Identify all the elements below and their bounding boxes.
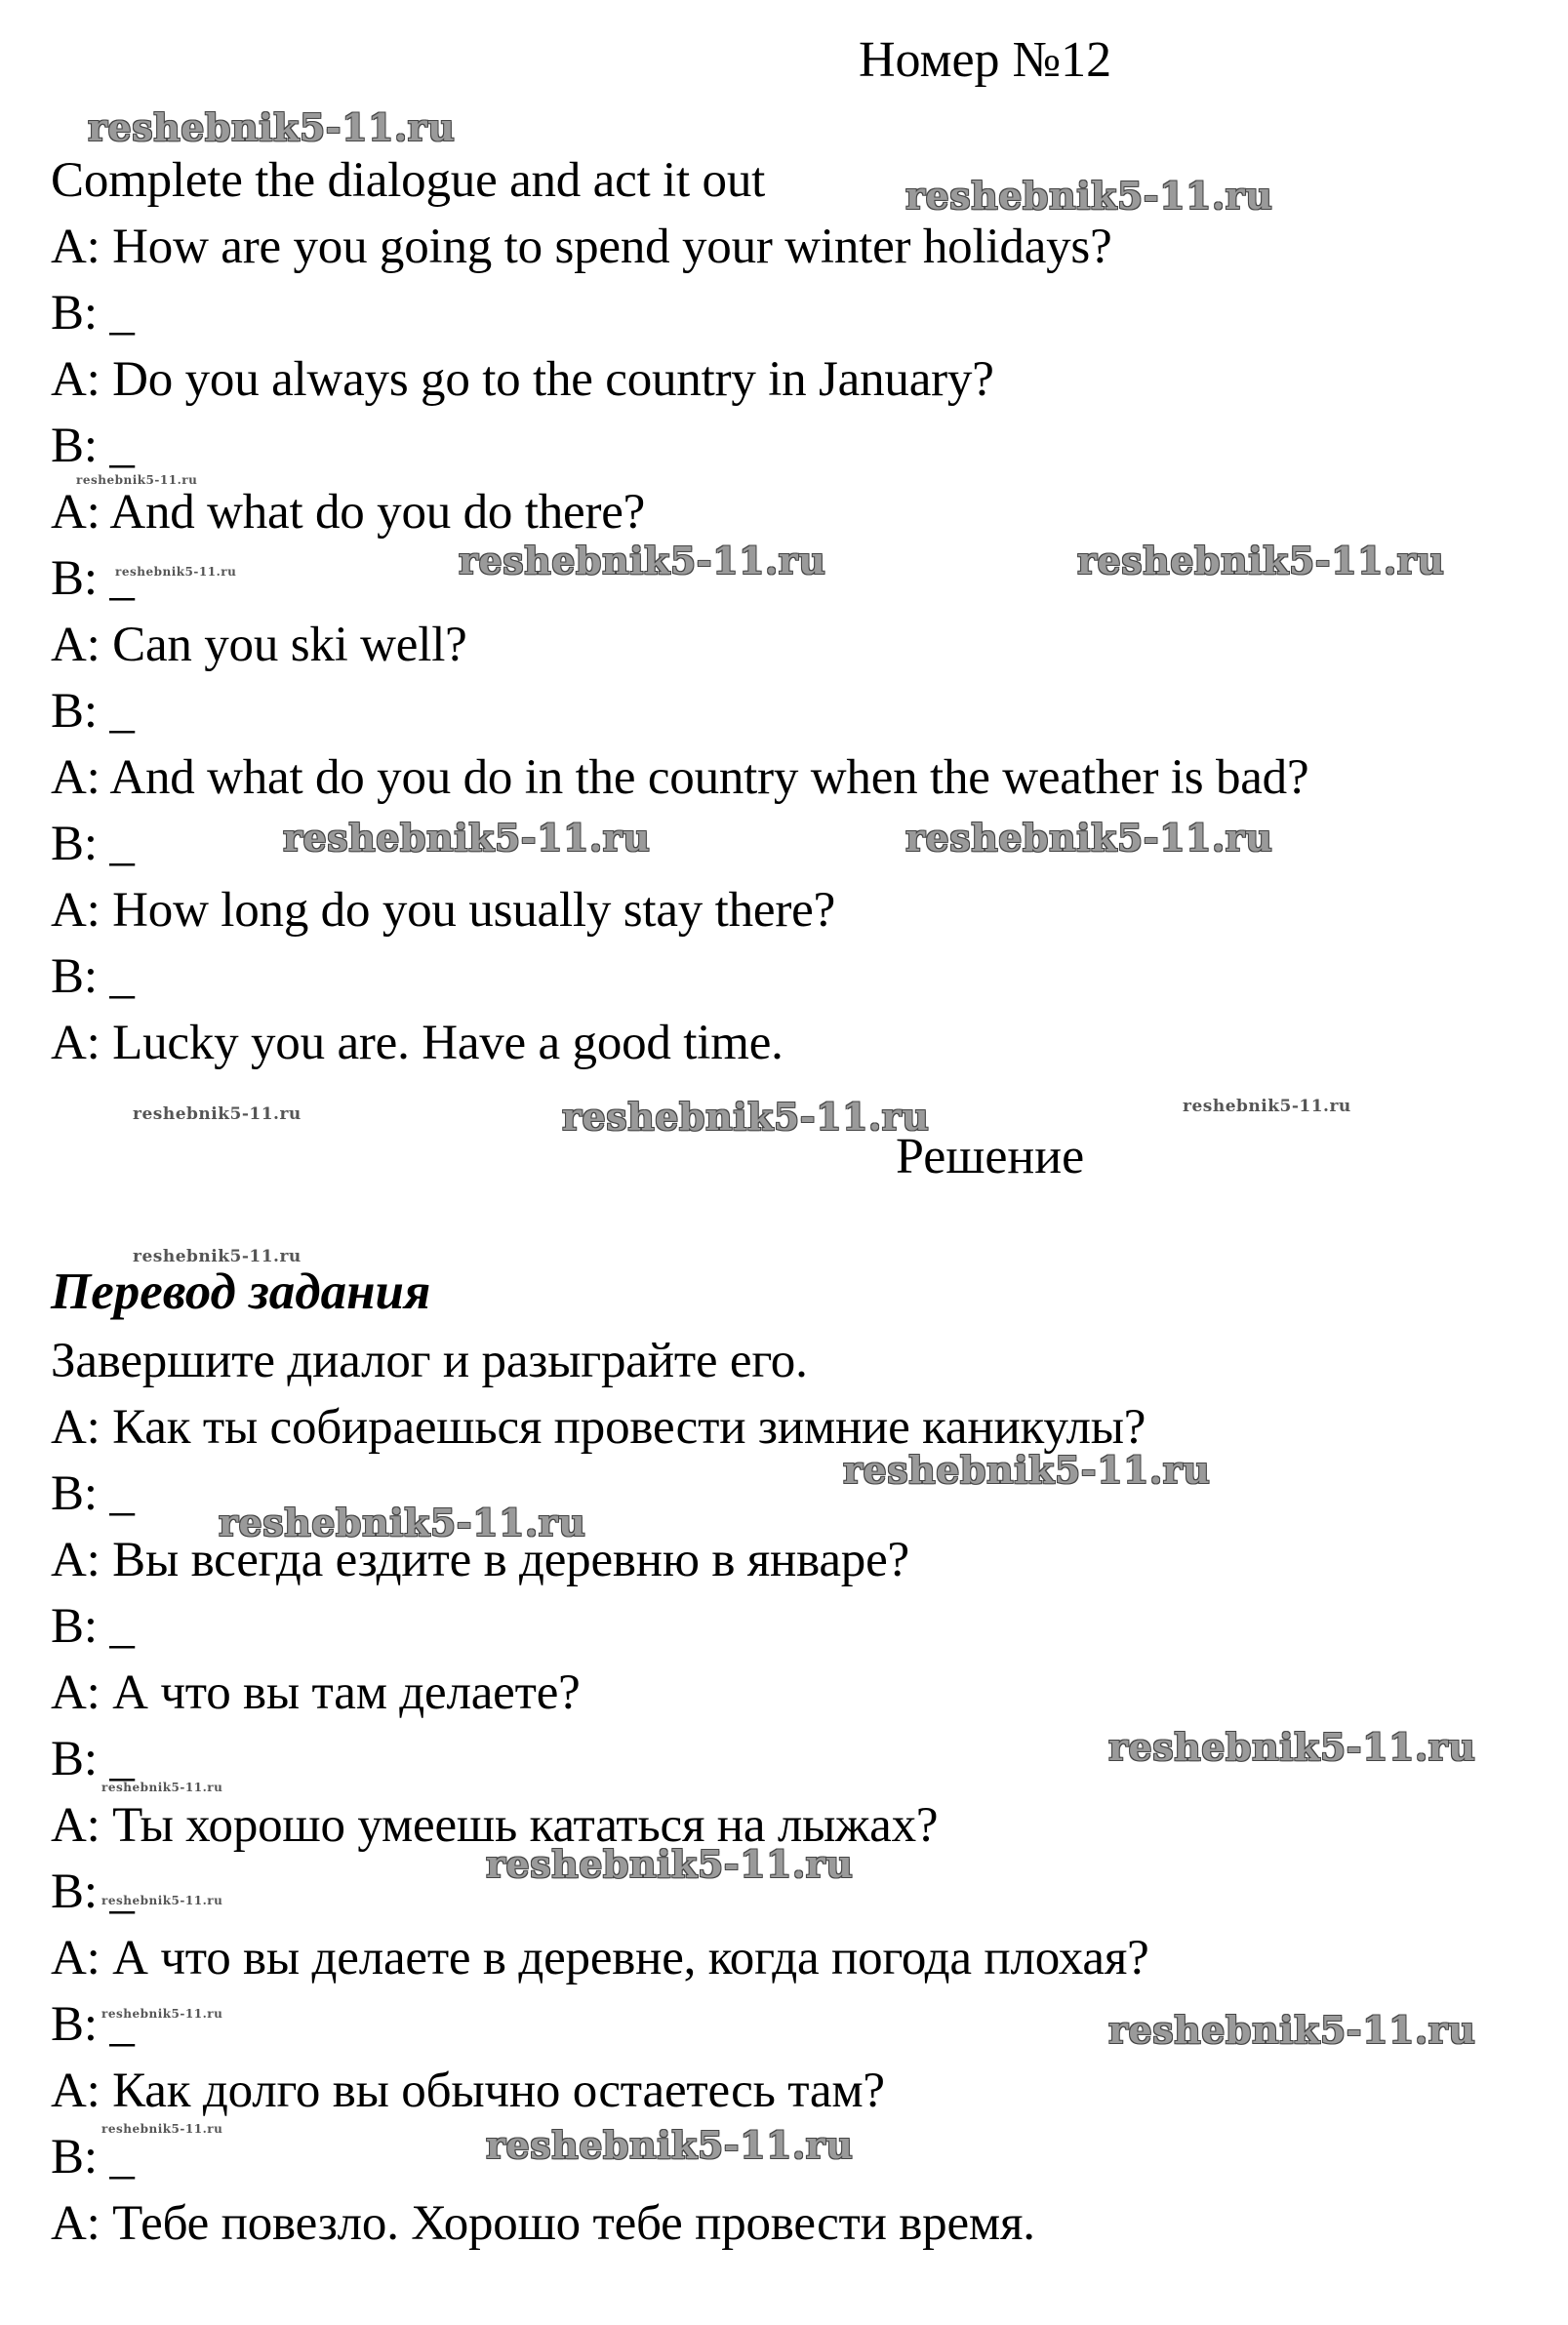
translation-line-9: А: А что вы делаете в деревне, когда погода плохая? [51,1931,1149,1985]
english-instruction: Complete the dialogue and act it out [51,153,766,208]
watermark: reshebnik5-11.ru [219,1501,586,1544]
watermark: reshebnik5-11.ru [486,1842,854,1886]
translation-line-11: А: Как долго вы обычно остаетесь там? [51,2064,885,2118]
english-line-6: B: _ [51,551,135,606]
translation-line-10: В: _ [51,1997,135,2052]
watermark: reshebnik5-11.ru [486,2123,854,2167]
translation-line-2: В: _ [51,1466,135,1521]
watermark: reshebnik5-11.ru [133,1247,302,1266]
english-line-11: A: How long do you usually stay there? [51,883,836,938]
watermark: reshebnik5-11.ru [88,105,456,149]
translation-line-3: А: Вы всегда ездите в деревню в январе? [51,1533,909,1587]
english-line-2: B: _ [51,286,135,341]
translation-line-5: А: А что вы там делаете? [51,1665,581,1720]
translation-line-4: В: _ [51,1599,135,1654]
english-line-7: A: Can you ski well? [51,618,467,672]
translation-line-8: В: _ [51,1864,135,1919]
translation-line-13: А: Тебе повезло. Хорошо тебе провести время. [51,2196,1035,2251]
watermark: reshebnik5-11.ru [1077,539,1445,582]
watermark: reshebnik5-11.ru [101,2007,223,2021]
watermark: reshebnik5-11.ru [283,816,651,860]
english-line-3: A: Do you always go to the country in January? [51,352,994,407]
watermark: reshebnik5-11.ru [101,2122,223,2136]
watermark: reshebnik5-11.ru [905,816,1273,860]
watermark: reshebnik5-11.ru [76,473,198,487]
watermark: reshebnik5-11.ru [1108,1725,1476,1769]
english-line-1: A: How are you going to spend your winter holidays? [51,220,1112,274]
translation-line-6: В: _ [51,1732,135,1786]
english-line-13: A: Lucky you are. Have a good time. [51,1016,784,1070]
translation-heading: Перевод задания [51,1263,431,1320]
english-line-9: A: And what do you do in the country when the weather is bad? [51,750,1309,805]
watermark: reshebnik5-11.ru [115,565,237,579]
watermark: reshebnik5-11.ru [133,1104,302,1124]
watermark: reshebnik5-11.ru [843,1448,1211,1492]
watermark: reshebnik5-11.ru [101,1781,223,1794]
translation-line-7: А: Ты хорошо умеешь кататься на лыжах? [51,1798,939,1853]
english-line-8: B: _ [51,684,135,739]
watermark: reshebnik5-11.ru [101,1894,223,1907]
watermark: reshebnik5-11.ru [905,174,1273,218]
translation-line-12: В: _ [51,2130,135,2185]
watermark: reshebnik5-11.ru [1108,2008,1476,2052]
page-title: Номер №12 [859,32,1112,88]
watermark: reshebnik5-11.ru [1183,1097,1351,1116]
translation-instruction: Завершите диалог и разыграйте его. [51,1334,808,1388]
translation-line-1: А: Как ты собираешься провести зимние каникулы? [51,1400,1146,1455]
english-line-10: B: _ [51,817,135,871]
english-line-5: A: And what do you do there? [51,485,646,540]
watermark: reshebnik5-11.ru [459,539,826,582]
english-line-4: B: _ [51,419,135,473]
watermark: reshebnik5-11.ru [562,1095,930,1139]
english-line-12: B: _ [51,949,135,1004]
solution-label: Решение [896,1129,1085,1184]
